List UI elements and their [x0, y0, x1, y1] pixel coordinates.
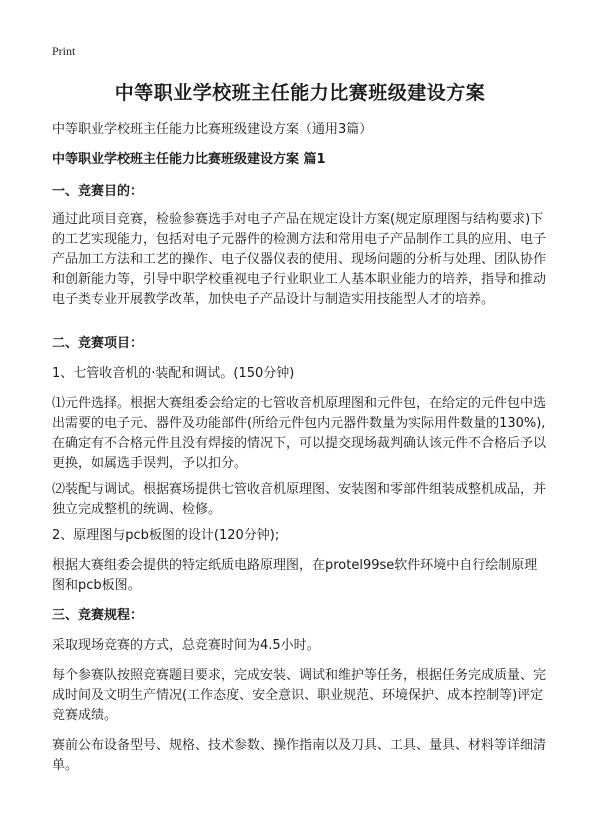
section-2-paragraph-schematic: 根据大赛组委会提供的特定纸质电路原理图，在protel99se软件环境中自行绘制原理图和pcb板图。 — [52, 558, 538, 593]
section-heading-2: 二、竞赛项目： — [52, 336, 144, 351]
section-2-paragraph-component-selection: ⑴元件选择。根据大赛组委会给定的七管收音机原理图和元件包，在给定的元件包中选出需要的电子元、器件及功能部件(所给元件包内元器件数量为实际用件数量的130%),在确定有不合格元件且没有焊接的情况下，可以提交现场裁判确认该元件不合格后予以更换，如属选手误判，予以扣分。 — [52, 396, 547, 471]
section-2-item-1: 1、七管收音机的‧装配和调试。(150分钟) — [52, 366, 295, 381]
section-heading-3: 三、竞赛规程： — [52, 608, 144, 623]
part-heading: 中等职业学校班主任能力比赛班级建设方案 篇1 — [52, 152, 326, 167]
section-3-paragraph-2: 每个参赛队按照竞赛题目要求，完成安装、调试和维护等任务，根据任务完成质量、完成时间及文明生产情况(工作态度、安全意识、职业规范、环境保护、成本控制等)评定竞赛成绩。 — [52, 668, 547, 723]
section-2-item-2: 2、原理图与pcb板图的设计(120分钟); — [52, 528, 280, 543]
document-subtitle: 中等职业学校班主任能力比赛班级建设方案（通用3篇） — [52, 122, 373, 137]
section-heading-1: 一、竞赛目的： — [52, 184, 144, 199]
section-1-paragraph-1: 通过此项目竞赛，检验参赛选手对电子产品在规定设计方案(规定原理图与结构要求)下的工艺实现能力，包括对电子元器件的检测方法和常用电子产品制作工具的应用、电子产品加工方法和工艺的操作、电子仪器仪表的使用、现场问题的分析与处理、团队协作和创新能力等，引导中职学校重视电子行业职业工人基本职业能力的培养，指导和推动电子类专业开展教学改革，加快电子产品设计与制造实用技能型人才的培养。 — [52, 212, 547, 307]
print-link[interactable]: Print — [52, 44, 76, 58]
document-title: 中等职业学校班主任能力比赛班级建设方案 — [114, 82, 486, 104]
section-2-paragraph-assembly: ⑵装配与调试。根据赛场提供七管收音机原理图、安装图和零部件组装成整机成品，并独立完成整机的统调、检修。 — [52, 482, 547, 517]
section-3-paragraph-3: 赛前公布设备型号、规格、技术参数、操作指南以及刀具、工具、量具、材料等详细清单。 — [52, 738, 547, 773]
section-3-paragraph-1: 采取现场竞赛的方式，总竞赛时间为4.5小时。 — [52, 638, 320, 653]
